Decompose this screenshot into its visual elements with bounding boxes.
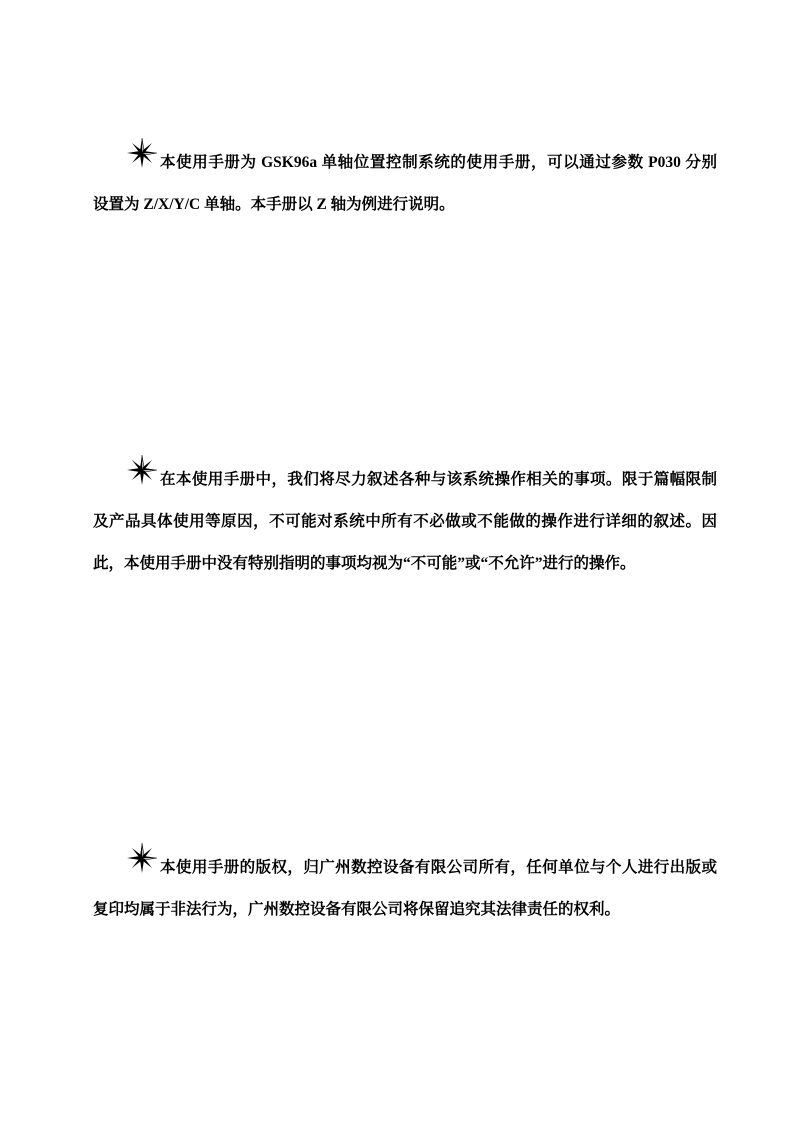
text-line: 复印均属于非法行为，广州数控设备有限公司将保留追究其法律责任的权利。: [93, 901, 621, 918]
text-line: 本使用手册为 GSK96a 单轴位置控制系统的使用手册，可以通过参数 P030 分别: [160, 154, 717, 171]
text-line: 设置为 Z/X/Y/C 单轴。本手册以 Z 轴为例进行说明。: [93, 196, 455, 213]
text-line: 及产品具体使用等原因，不可能对系统中所有不必做或不能做的操作进行详细的叙述。因: [93, 513, 717, 530]
text-line: 本使用手册的版权，归广州数控设备有限公司所有，任何单位与个人进行出版或: [160, 859, 717, 876]
compass-star-icon: [126, 454, 158, 486]
text-line: 在本使用手册中，我们将尽力叙述各种与该系统操作相关的事项。限于篇幅限制: [160, 471, 717, 488]
compass-star-icon: [126, 842, 158, 874]
compass-star-icon: [126, 137, 158, 169]
text-line: 此，本使用手册中没有特别指明的事项均视为“不可能”或“不允许”进行的操作。: [93, 555, 636, 572]
